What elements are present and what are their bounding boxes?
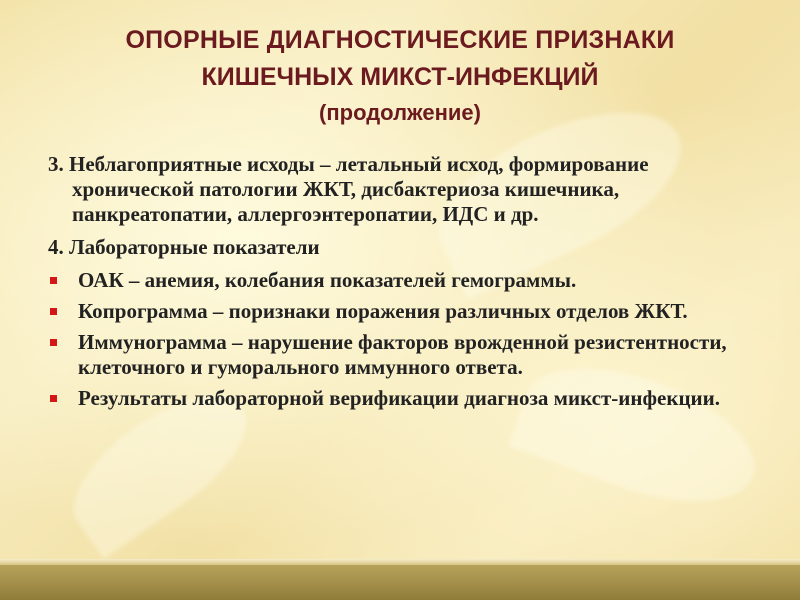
paragraph-lab-indicators: 4. Лабораторные показатели bbox=[48, 235, 320, 259]
list-item-text: ОАК – анемия, колебания показателей гемограммы. bbox=[78, 268, 577, 292]
list-item bbox=[48, 330, 768, 380]
paragraph-outcomes: 3. Неблагоприятные исходы – летальный исход, формирование хронической патологии ЖКТ, дисбактериоза кишечника, панкреатопатии, аллергоэнтеропатии, ИДС и др. bbox=[48, 152, 649, 226]
slide-title-line-2: КИШЕЧНЫХ МИКСТ-ИНФЕКЦИЙ bbox=[201, 63, 599, 91]
square-bullet-icon bbox=[50, 277, 57, 284]
bottom-band bbox=[0, 565, 800, 600]
square-bullet-icon bbox=[50, 395, 57, 402]
list-item bbox=[48, 268, 768, 293]
list-item-text: Результаты лабораторной верификации диагноза микст-инфекции. bbox=[78, 386, 720, 410]
square-bullet-icon bbox=[50, 339, 57, 346]
list-item bbox=[48, 386, 768, 411]
list-item-text: Иммунограмма – нарушение факторов врожденной резистентности, клеточного и гуморального иммунного ответа. bbox=[78, 330, 727, 379]
slide-subtitle: (продолжение) bbox=[319, 100, 481, 125]
square-bullet-icon bbox=[50, 308, 57, 315]
slide-content bbox=[48, 152, 768, 417]
list-item-text: Копрограмма – поризнаки поражения различных отделов ЖКТ. bbox=[78, 299, 688, 323]
list-item bbox=[48, 299, 768, 324]
slide-title-line-1: ОПОРНЫЕ ДИАГНОСТИЧЕСКИЕ ПРИЗНАКИ bbox=[125, 26, 675, 54]
bullet-list bbox=[48, 268, 768, 411]
